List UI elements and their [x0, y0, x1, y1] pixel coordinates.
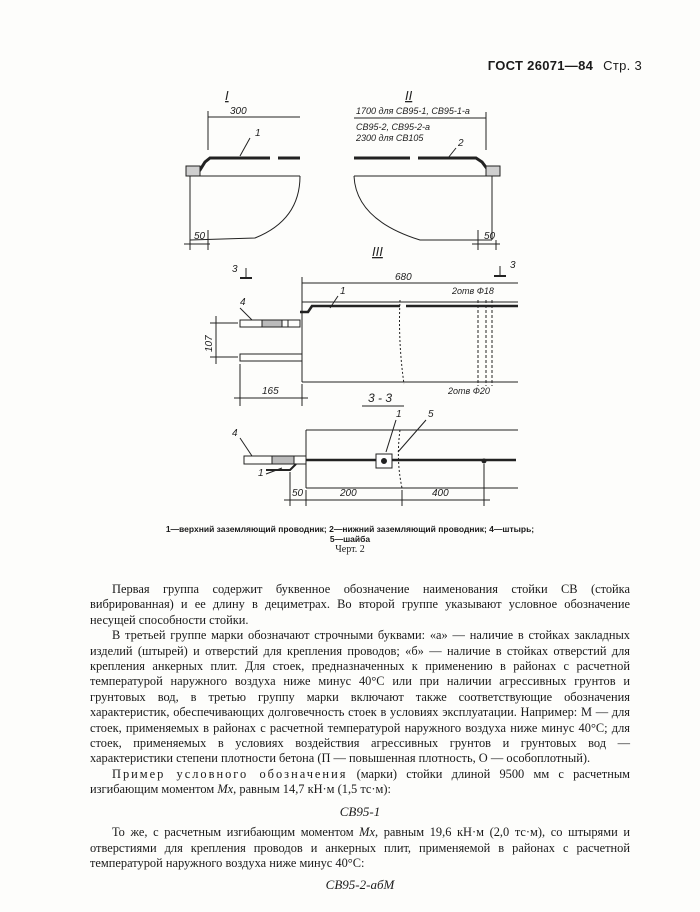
- view-3-dim-107: 107: [204, 335, 215, 352]
- section-mark-right: 3: [510, 260, 516, 271]
- section-dim-50: 50: [292, 488, 304, 499]
- view-2-note-1: 1700 для СВ95-1, СВ95-1-а: [356, 106, 470, 116]
- view-1: [184, 88, 300, 250]
- view-2-note-2: СВ95-2, СВ95-2-а: [356, 122, 431, 132]
- section-mark-left: 3: [232, 264, 238, 275]
- paragraph-3-var: Mx: [217, 782, 234, 797]
- view-3-label: III: [372, 244, 383, 259]
- section-callout-1b: 1: [258, 468, 264, 479]
- figure-legend: [0, 524, 700, 544]
- view-3-holes-bottom: 2отв Ф20: [448, 386, 490, 396]
- view-1-callout: 1: [255, 128, 261, 139]
- view-1-dim-50: 50: [194, 231, 206, 242]
- section-callout-5: 5: [428, 409, 434, 420]
- paragraph-4-end: , равным 19,6 кН·м (2,0 тс·м), со штырями и отверстиями для крепления проводов и анкерных плит, применяемой в районах с расчетной температурой наружного воздуха ниже минус 40°С:: [90, 825, 630, 870]
- paragraph-4-var: Mx: [359, 825, 375, 840]
- section-dim-200: 200: [340, 488, 357, 499]
- view-2-callout: 2: [458, 138, 464, 149]
- section-dim-400: 400: [432, 488, 449, 499]
- paragraph-4-start: То же, с расчетным изгибающим моментом: [112, 825, 360, 840]
- legend-line-2: 5—шайба: [329, 534, 371, 544]
- paragraph-2: В третьей группе марки обозначают строчными буквами: «а» — наличие в стойках закладных изделий (штырей) и отверстий для крепления проводов; «б» — наличие в стойках отверстий для крепления анкерных плит. Для стоек, предназначенных к применению в районах с расчетной температурой наружного воздуха ниже минус 40°С или при наличии агрессивных грунтов и грунтовых вод, в третью группу марки включают также соответствующие обозначения характеристик, обеспечивающих долговечность стоек в условиях эксплуатации. Например: М — для стоек, применяемых в районах с расчетной температурой наружного воздуха ниже минус 40°С; для стоек, применяемых в условиях воздействия агрессивных грунтов и грунтовых вод — характеристики степени плотности бетона (П — повышенная плотность, О — особоплотный).: [90, 628, 630, 766]
- section-3-3: [232, 391, 518, 506]
- view-3-holes-top: 2отв Ф18: [452, 286, 494, 296]
- view-1-label: I: [225, 88, 229, 103]
- designation-2: СВ95-2-абМ: [325, 877, 395, 893]
- view-1-dim-300: 300: [230, 106, 247, 117]
- view-3-callout-4: 4: [240, 297, 246, 308]
- paragraph-3-end: , равным 14,7 кН·м (1,5 тс·м):: [233, 782, 391, 797]
- view-3-callout-1: 1: [340, 286, 346, 297]
- body-text: [90, 582, 630, 899]
- legend-line-1: 1—верхний заземляющий проводник; 2—нижний заземляющий проводник; 4—штырь;: [165, 524, 535, 534]
- view-3-dim-680: 680: [395, 272, 412, 283]
- section-callout-1: 1: [396, 409, 402, 420]
- designation-1: СВ95-1: [339, 803, 381, 819]
- paragraph-3-rest: (марки) стойки длиной 9500 мм с расчетным изгибающим моментом: [90, 766, 630, 797]
- section-callout-4: 4: [232, 428, 238, 439]
- view-2-label: II: [405, 88, 413, 103]
- view-2-dim-50: 50: [484, 231, 496, 242]
- view-3: [204, 244, 518, 406]
- paragraph-1: Первая группа содержит буквенное обозначение наименования стойки СВ (стойка вибрированная) и ее длину в дециметрах. Во второй группе указывают условное обозначение несущей способности стойки.: [90, 582, 630, 627]
- view-2-note-3: 2300 для СВ105: [356, 133, 424, 143]
- figure-caption: Черт. 2: [335, 544, 365, 555]
- page-number: Стр. 3: [603, 58, 642, 73]
- section-title: 3 - 3: [368, 391, 393, 405]
- drawing-figure-2: [0, 80, 700, 520]
- view-2: [354, 88, 500, 250]
- view-3-dim-165: 165: [262, 386, 279, 397]
- standard-number: ГОСТ 26071—84: [487, 58, 594, 73]
- paragraph-4: [90, 825, 630, 871]
- paragraph-3: [90, 767, 630, 798]
- page-header: [488, 58, 642, 73]
- paragraph-3-spaced: Пример условного обозначения: [112, 766, 348, 781]
